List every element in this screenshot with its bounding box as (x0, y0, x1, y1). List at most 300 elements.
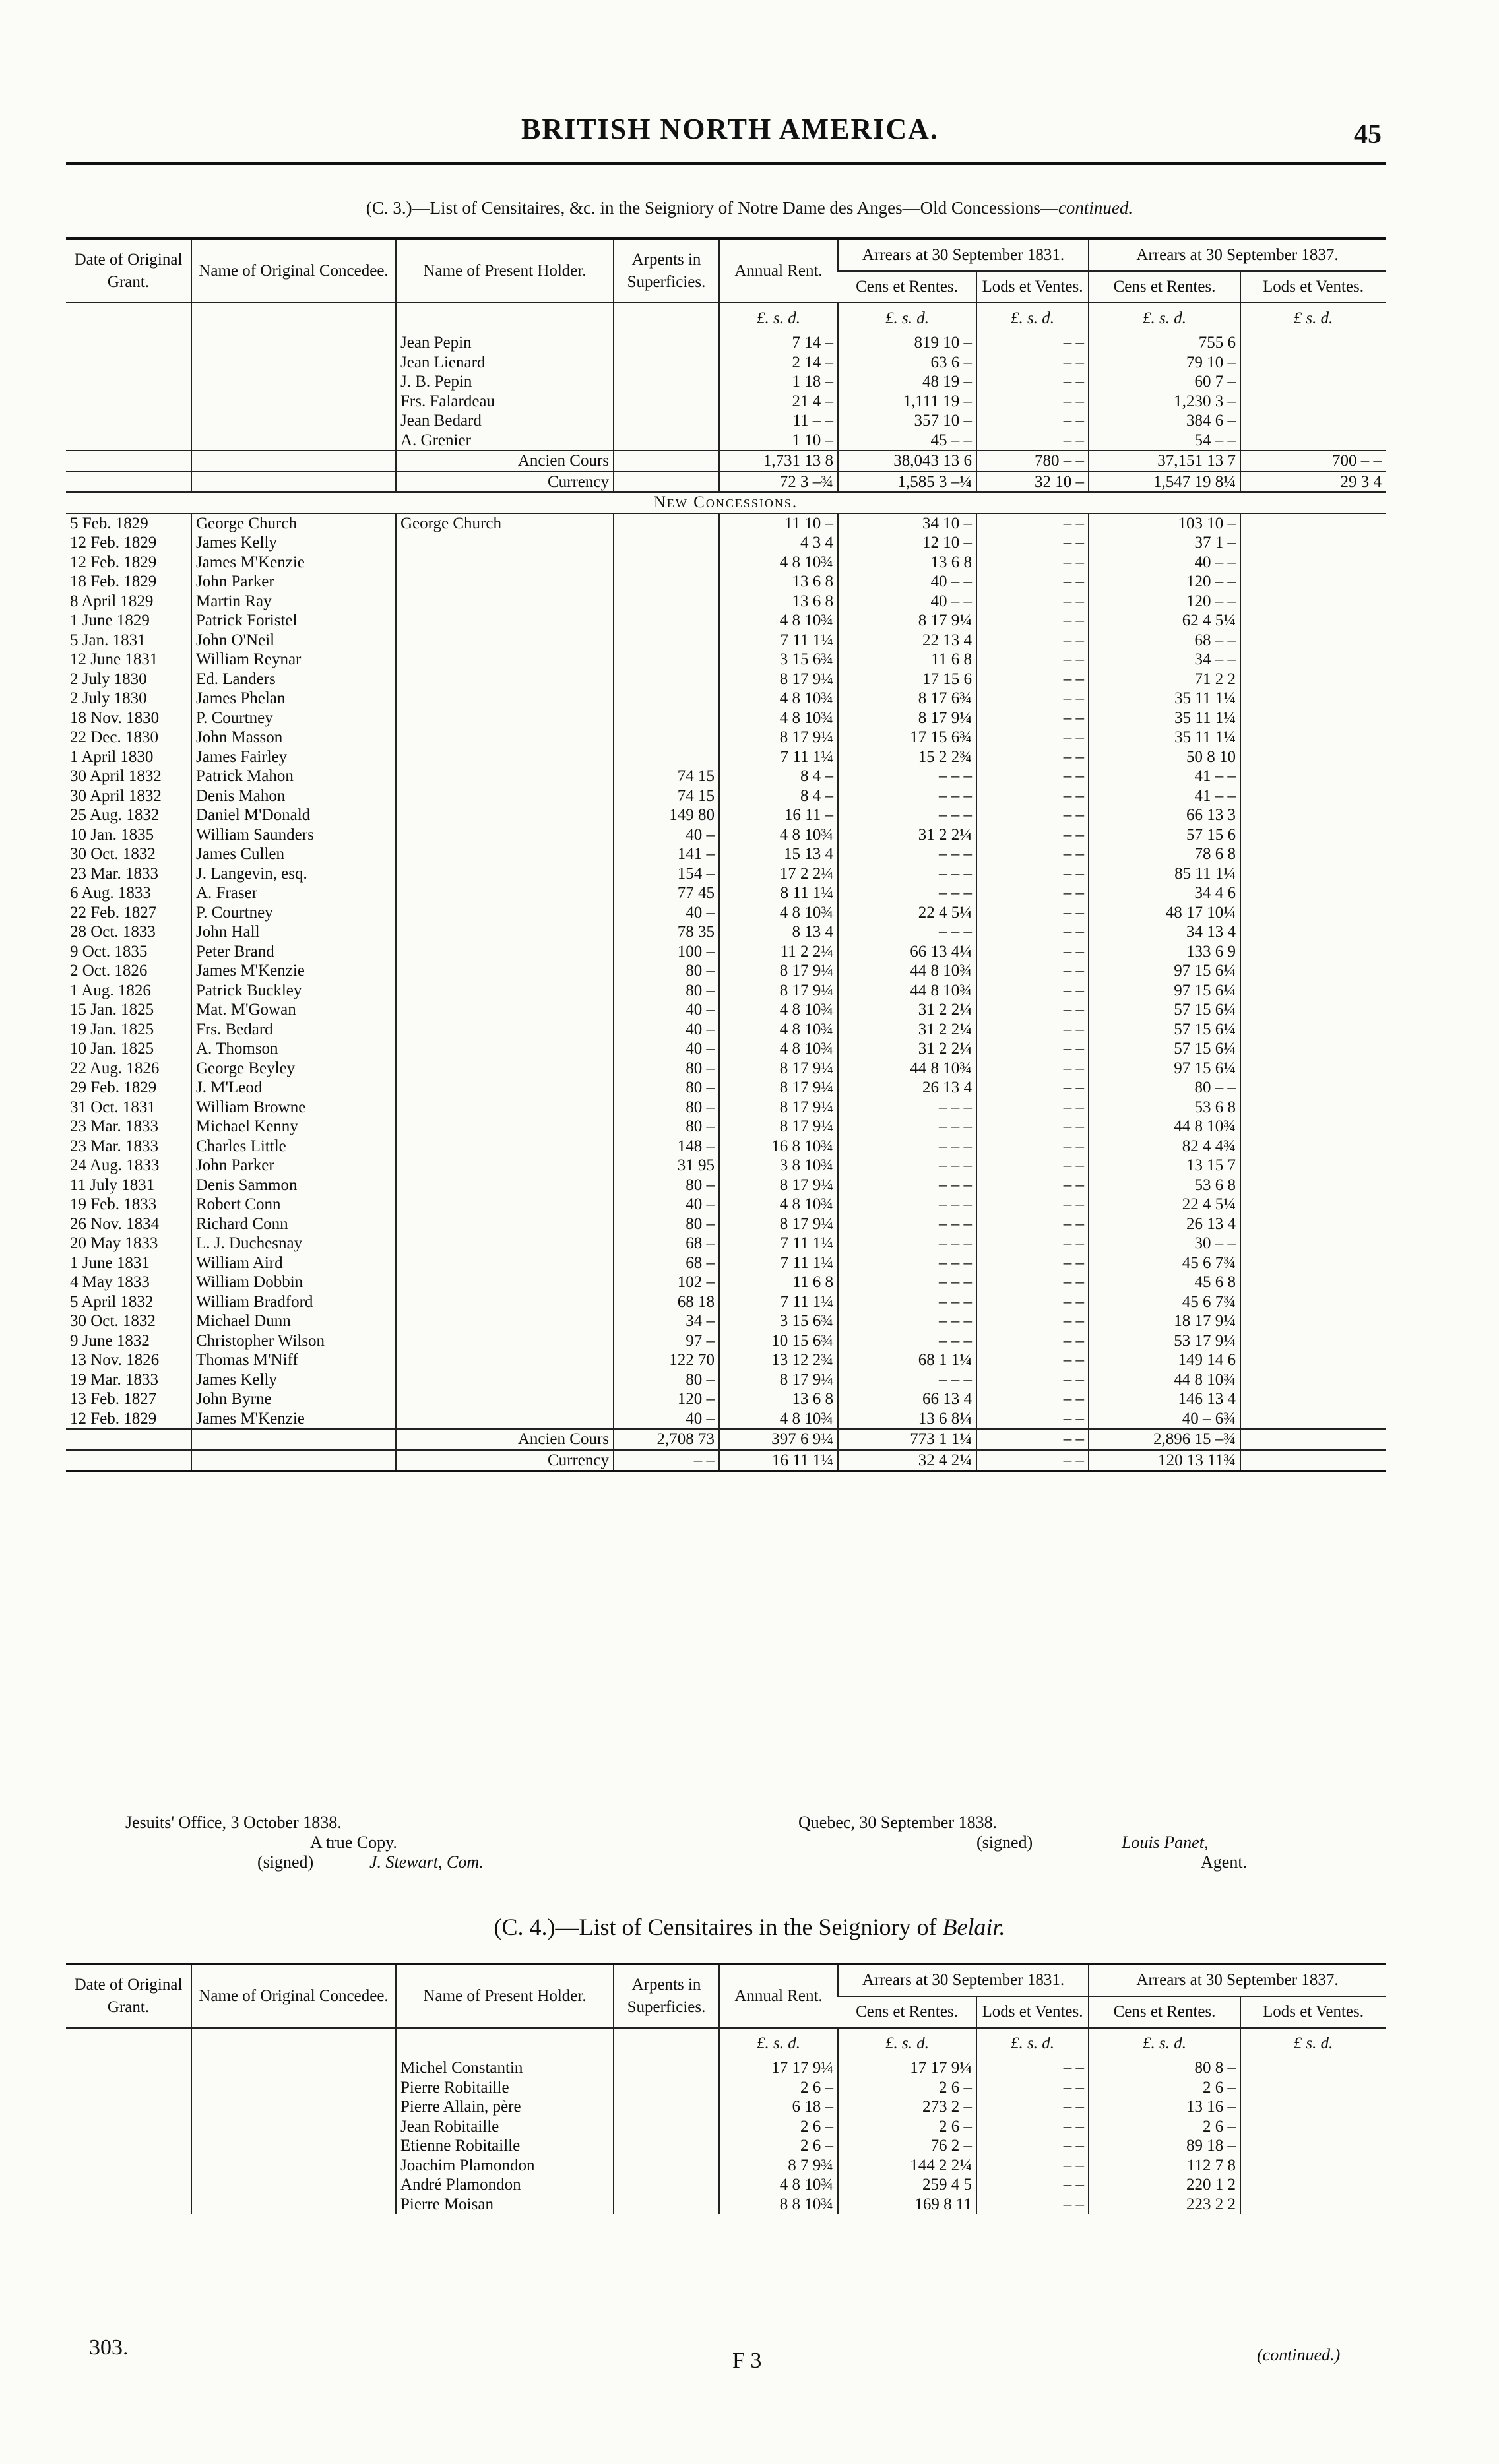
table-row (66, 1098, 1386, 1118)
unit-lods31: £. s. d. (976, 303, 1089, 334)
empty-cell (1240, 825, 1386, 845)
table-row (66, 961, 1386, 981)
table-row (66, 709, 1386, 728)
table-row (66, 981, 1386, 1001)
cell-arp: 40 – (614, 903, 719, 923)
empty-cell (66, 2136, 191, 2156)
cell-concedee: A. Thomson (191, 1039, 396, 1059)
empty-cell (1240, 553, 1386, 573)
cell-l31: – – (976, 1176, 1089, 1195)
cell-holder: Jean Pepin (396, 333, 614, 353)
table-row (66, 411, 1386, 431)
cell-arp (614, 572, 719, 592)
cell-rent: 3 8 10¾ (719, 1156, 838, 1176)
cell-concedee: William Aird (191, 1253, 396, 1273)
empty-cell (1240, 2195, 1386, 2215)
cell-c37: 53 6 8 (1089, 1176, 1240, 1195)
cell-holder: Jean Bedard (396, 411, 614, 431)
cell-l31: – – (976, 2195, 1089, 2215)
table-row (66, 2117, 1386, 2137)
empty-cell (191, 431, 396, 451)
cell-concedee: P. Courtney (191, 709, 396, 728)
cell-date: 1 Aug. 1826 (70, 981, 151, 999)
cell-c31: 12 10 – (838, 533, 976, 553)
cell-l31: – – (976, 1311, 1089, 1331)
c3-old-currency-row (66, 472, 1386, 493)
c4-head-date: Date of Original Grant. (66, 1964, 191, 2028)
cell-l31: – – (976, 353, 1089, 373)
cell-date: 5 April 1832 (70, 1292, 154, 1311)
cell-l31: – – (976, 1350, 1089, 1370)
sign-name1: J. Stewart, Com. (369, 1852, 484, 1872)
cell-holder (396, 728, 614, 747)
empty-cell (1240, 1195, 1386, 1215)
cell-concedee: James M'Kenzie (191, 553, 396, 573)
new-ancien-c37: 2,896 15 –¾ (1089, 1429, 1240, 1450)
cell-rent: 4 3 4 (719, 533, 838, 553)
cell-l31: – – (976, 767, 1089, 786)
cell-c31: 259 4 5 (838, 2175, 976, 2195)
cell-arp (614, 709, 719, 728)
table-row (66, 767, 1386, 786)
cell-c37: 45 6 7¾ (1089, 1253, 1240, 1273)
table-row (66, 2195, 1386, 2215)
table-row (66, 689, 1386, 709)
cell-concedee: George Church (191, 513, 396, 534)
cell-c31: – – – (838, 1234, 976, 1253)
cell-rent: 17 17 9¼ (719, 2058, 838, 2078)
c4-head-rent: Annual Rent. (719, 1964, 838, 2028)
empty-cell (1240, 513, 1386, 534)
cell-c37: 755 6 (1089, 333, 1240, 353)
empty-cell (1240, 747, 1386, 767)
cell-l37 (1240, 333, 1386, 353)
cell-c31: 26 13 4 (838, 1078, 976, 1098)
cell-concedee: Daniel M'Donald (191, 806, 396, 825)
cell-c31: 45 – – (838, 431, 976, 451)
cell-date: 20 May 1833 (70, 1234, 158, 1253)
cell-l31: – – (976, 372, 1089, 392)
cell-c31: – – – (838, 806, 976, 825)
cell-l31: – – (976, 1000, 1089, 1020)
cell-l31: – – (976, 513, 1089, 534)
table-row (66, 650, 1386, 670)
table-row (66, 1156, 1386, 1176)
cell-arp (614, 533, 719, 553)
cell-date: 19 Feb. 1833 (70, 1195, 157, 1214)
cell-rent: 7 11 1¼ (719, 631, 838, 650)
table-row (66, 333, 1386, 353)
table-row (66, 922, 1386, 942)
cell-date: 23 Mar. 1833 (70, 1137, 159, 1155)
cell-rent: 1 18 – (719, 372, 838, 392)
cell-concedee: George Beyley (191, 1059, 396, 1079)
cell-holder: Michel Constantin (396, 2058, 614, 2078)
cell-date: 19 Jan. 1825 (70, 1020, 154, 1038)
cell-date: 15 Jan. 1825 (70, 1001, 154, 1019)
cell-rent: 4 8 10¾ (719, 709, 838, 728)
cell-c31: 1,111 19 – (838, 392, 976, 412)
cell-arp: 77 45 (614, 883, 719, 903)
cell-rent: 16 11 – (719, 806, 838, 825)
empty-cell (1240, 1098, 1386, 1118)
cell-l31: – – (976, 806, 1089, 825)
cell-rent: 3 15 6¾ (719, 1311, 838, 1331)
new-currency-arp: – – (614, 1450, 719, 1472)
cell-c37: 57 15 6¼ (1089, 1000, 1240, 1020)
old-currency-l31: 32 10 – (976, 472, 1089, 493)
c3-old-ancien-row (66, 451, 1386, 472)
cell-l31: – – (976, 2175, 1089, 2195)
c4-head-concedee: Name of Original Concedee. (191, 1964, 396, 2028)
cell-c37: 45 6 8 (1089, 1273, 1240, 1292)
table-row (66, 631, 1386, 650)
cell-c37: 133 6 9 (1089, 942, 1240, 962)
cell-date: 30 Oct. 1832 (70, 845, 156, 864)
cell-c37: 13 15 7 (1089, 1156, 1240, 1176)
cell-arp (614, 650, 719, 670)
empty-cell (66, 2117, 191, 2137)
cell-arp: 141 – (614, 844, 719, 864)
empty-cell (1240, 1350, 1386, 1370)
c4-head-arrears1837: Arrears at 30 September 1837. (1089, 1964, 1386, 1996)
cell-c31: 40 – – (838, 572, 976, 592)
cell-arp: 40 – (614, 1039, 719, 1059)
cell-c31: – – – (838, 1311, 976, 1331)
cell-rent: 4 8 10¾ (719, 1409, 838, 1430)
old-ancien-label: Ancien Cours (396, 451, 614, 472)
cell-arp (614, 670, 719, 689)
cell-c37: 149 14 6 (1089, 1350, 1240, 1370)
cell-c31: 13 6 8¼ (838, 1409, 976, 1430)
cell-c31: 2 6 – (838, 2078, 976, 2098)
table-row (66, 1389, 1386, 1409)
cell-arp: 122 70 (614, 1350, 719, 1370)
empty-cell (614, 2058, 719, 2078)
cell-concedee: James M'Kenzie (191, 1409, 396, 1430)
cell-holder (396, 611, 614, 631)
empty-cell (66, 2156, 191, 2176)
cell-date: 18 Nov. 1830 (70, 709, 160, 727)
cell-l31: – – (976, 1078, 1089, 1098)
empty-cell (1240, 2078, 1386, 2098)
c4-unit-lods37: £ s. d. (1240, 2028, 1386, 2059)
cell-c31: 44 8 10¾ (838, 961, 976, 981)
table-row (66, 883, 1386, 903)
c3-head-lods37: Lods et Ventes. (1240, 271, 1386, 303)
cell-concedee: John O'Neil (191, 631, 396, 650)
cell-c37: 384 6 – (1089, 411, 1240, 431)
empty-cell (1240, 2097, 1386, 2117)
unit-lods37: £ s. d. (1240, 303, 1386, 334)
cell-holder (396, 1331, 614, 1351)
cell-c37: 1,230 3 – (1089, 392, 1240, 412)
empty-cell (66, 333, 191, 353)
cell-c31: – – – (838, 1215, 976, 1234)
empty-cell (614, 2136, 719, 2156)
cell-holder (396, 1215, 614, 1234)
cell-c31: 17 17 9¼ (838, 2058, 976, 2078)
cell-c37: 54 – – (1089, 431, 1240, 451)
cell-holder (396, 1273, 614, 1292)
cell-date: 30 April 1832 (70, 786, 162, 805)
new-currency-c37: 120 13 11¾ (1089, 1450, 1240, 1472)
empty-cell (1240, 922, 1386, 942)
cell-c31: 169 8 11 (838, 2195, 976, 2215)
cell-holder (396, 1311, 614, 1331)
cell-holder (396, 1389, 614, 1409)
cell-rent: 4 8 10¾ (719, 1020, 838, 1040)
empty-cell (1240, 611, 1386, 631)
cell-l31: – – (976, 942, 1089, 962)
cell-l31: – – (976, 1156, 1089, 1176)
cell-c37: 13 16 – (1089, 2097, 1240, 2117)
cell-c31: – – – (838, 1156, 976, 1176)
empty-cell (1240, 709, 1386, 728)
cell-rent: 4 8 10¾ (719, 689, 838, 709)
cell-rent: 7 11 1¼ (719, 747, 838, 767)
cell-rent: 7 11 1¼ (719, 1292, 838, 1312)
cell-date: 30 Oct. 1832 (70, 1312, 156, 1331)
new-ancien-arp: 2,708 73 (614, 1429, 719, 1450)
table-row (66, 553, 1386, 573)
empty-cell (1240, 961, 1386, 981)
cell-holder (396, 903, 614, 923)
empty-cell (1240, 806, 1386, 825)
cell-c37: 78 6 8 (1089, 844, 1240, 864)
cell-concedee: James Phelan (191, 689, 396, 709)
cell-c31: 11 6 8 (838, 650, 976, 670)
c4-head-cens37: Cens et Rentes. (1089, 1996, 1240, 2028)
cell-rent: 4 8 10¾ (719, 553, 838, 573)
empty-cell (1240, 1409, 1386, 1430)
cell-concedee: William Dobbin (191, 1273, 396, 1292)
cell-holder (396, 786, 614, 806)
cell-l31: – – (976, 689, 1089, 709)
cell-holder (396, 1350, 614, 1370)
cell-holder (396, 1000, 614, 1020)
cell-holder: Pierre Moisan (396, 2195, 614, 2215)
cell-arp: 154 – (614, 864, 719, 884)
empty-cell (66, 2097, 191, 2117)
cell-arp: 149 80 (614, 806, 719, 825)
cell-date: 28 Oct. 1833 (70, 923, 156, 941)
cell-holder (396, 806, 614, 825)
cell-holder (396, 572, 614, 592)
cell-date: 4 May 1833 (70, 1273, 150, 1292)
cell-l31: – – (976, 572, 1089, 592)
cell-l37 (1240, 431, 1386, 451)
cell-arp: 102 – (614, 1273, 719, 1292)
cell-holder (396, 1098, 614, 1118)
cell-c31: 17 15 6¾ (838, 728, 976, 747)
empty-cell (614, 333, 719, 353)
cell-arp: 74 15 (614, 767, 719, 786)
cell-c37: 120 – – (1089, 592, 1240, 612)
table-row (66, 1137, 1386, 1156)
cell-c37: 2 6 – (1089, 2117, 1240, 2137)
table-row (66, 903, 1386, 923)
cell-rent: 4 8 10¾ (719, 1000, 838, 1020)
empty-cell (1240, 689, 1386, 709)
c3-new-ancien-row (66, 1429, 1386, 1450)
cell-holder: Jean Robitaille (396, 2117, 614, 2137)
table-row (66, 1253, 1386, 1273)
cell-l31: – – (976, 786, 1089, 806)
unit-cens31: £. s. d. (838, 303, 976, 334)
cell-concedee: Denis Sammon (191, 1176, 396, 1195)
cell-date: 8 April 1829 (70, 592, 154, 610)
cell-l31: – – (976, 533, 1089, 553)
cell-holder: Pierre Allain, père (396, 2097, 614, 2117)
empty-cell (1240, 1389, 1386, 1409)
cell-c31: – – – (838, 1176, 976, 1195)
empty-cell (1240, 1311, 1386, 1331)
cell-date: 22 Aug. 1826 (70, 1059, 160, 1077)
cell-arp: 80 – (614, 981, 719, 1001)
cell-holder (396, 1020, 614, 1040)
table-row (66, 1039, 1386, 1059)
cell-holder (396, 533, 614, 553)
empty-cell (614, 2117, 719, 2137)
table-row (66, 786, 1386, 806)
empty-cell (1240, 883, 1386, 903)
cell-arp (614, 611, 719, 631)
cell-c31: 31 2 2¼ (838, 825, 976, 845)
cell-l31: – – (976, 1039, 1089, 1059)
cell-c37: 112 7 8 (1089, 2156, 1240, 2176)
cell-holder: A. Grenier (396, 431, 614, 451)
cell-arp: 74 15 (614, 786, 719, 806)
cell-rent: 13 6 8 (719, 572, 838, 592)
cell-c37: 41 – – (1089, 767, 1240, 786)
cell-arp (614, 592, 719, 612)
c3-table (66, 237, 1386, 1472)
cell-arp: 40 – (614, 1020, 719, 1040)
cell-date: 2 Oct. 1826 (70, 962, 148, 980)
cell-concedee: James Cullen (191, 844, 396, 864)
cell-c37: 44 8 10¾ (1089, 1117, 1240, 1137)
cell-l31: – – (976, 2156, 1089, 2176)
cell-l31: – – (976, 1195, 1089, 1215)
cell-holder: André Plamondon (396, 2175, 614, 2195)
cell-holder: Joachim Plamondon (396, 2156, 614, 2176)
c4-unit-cens31: £. s. d. (838, 2028, 976, 2059)
cell-holder (396, 670, 614, 689)
cell-c37: 80 – – (1089, 1078, 1240, 1098)
cell-c31: 357 10 – (838, 411, 976, 431)
empty-cell (614, 411, 719, 431)
cell-concedee: John Parker (191, 1156, 396, 1176)
cell-date: 13 Nov. 1826 (70, 1351, 160, 1370)
c4-unit-cens37: £. s. d. (1089, 2028, 1240, 2059)
cell-concedee: Frs. Bedard (191, 1020, 396, 1040)
cell-arp: 80 – (614, 1117, 719, 1137)
cell-date: 22 Dec. 1830 (70, 728, 158, 747)
table-row (66, 747, 1386, 767)
sign-office: Jesuits' Office, 3 October 1838. (125, 1813, 342, 1832)
cell-concedee: John Masson (191, 728, 396, 747)
cell-l37 (1240, 372, 1386, 392)
table-row (66, 392, 1386, 412)
cell-date: 12 Feb. 1829 (70, 534, 157, 552)
cell-concedee: Patrick Mahon (191, 767, 396, 786)
cell-c31: 8 17 9¼ (838, 611, 976, 631)
cell-date: 24 Aug. 1833 (70, 1156, 160, 1175)
cell-l31: – – (976, 2136, 1089, 2156)
cell-date: 12 Feb. 1829 (70, 553, 157, 571)
cell-rent: 6 18 – (719, 2097, 838, 2117)
cell-concedee: Martin Ray (191, 592, 396, 612)
cell-date: 10 Jan. 1835 (70, 825, 154, 844)
cell-rent: 11 2 2¼ (719, 942, 838, 962)
empty-cell (1240, 1273, 1386, 1292)
cell-c31: 48 19 – (838, 372, 976, 392)
cell-arp: 80 – (614, 1098, 719, 1118)
cell-l31: – – (976, 553, 1089, 573)
table-row (66, 1331, 1386, 1351)
cell-rent: 7 11 1¼ (719, 1253, 838, 1273)
cell-l31: – – (976, 431, 1089, 451)
page-number: 45 (1354, 119, 1382, 150)
cell-rent: 7 14 – (719, 333, 838, 353)
empty-cell (191, 372, 396, 392)
cell-c37: 80 8 – (1089, 2058, 1240, 2078)
cell-date: 25 Aug. 1832 (70, 806, 160, 825)
empty-cell (1240, 903, 1386, 923)
cell-rent: 8 4 – (719, 786, 838, 806)
cell-l31: – – (976, 844, 1089, 864)
cell-concedee: Ed. Landers (191, 670, 396, 689)
cell-c31: 63 6 – (838, 353, 976, 373)
old-currency-label: Currency (396, 472, 614, 493)
cell-l31: – – (976, 333, 1089, 353)
cell-date: 23 Mar. 1833 (70, 1118, 159, 1136)
new-currency-label: Currency (396, 1450, 614, 1472)
cell-c31: – – – (838, 1117, 976, 1137)
old-currency-l37: 29 3 4 (1240, 472, 1386, 493)
cell-c31: 34 10 – (838, 513, 976, 534)
empty-cell (1240, 1370, 1386, 1390)
cell-arp: 80 – (614, 1176, 719, 1195)
cell-arp: 31 95 (614, 1156, 719, 1176)
cell-c31: 44 8 10¾ (838, 1059, 976, 1079)
cell-rent: 3 15 6¾ (719, 650, 838, 670)
table-row (66, 1273, 1386, 1292)
cell-c31: 2 6 – (838, 2117, 976, 2137)
cell-l31: – – (976, 2058, 1089, 2078)
empty-cell (1240, 1020, 1386, 1040)
cell-date: 12 Feb. 1829 (70, 1409, 157, 1428)
cell-date: 6 Aug. 1833 (70, 884, 151, 902)
cell-concedee: John Hall (191, 922, 396, 942)
cell-rent: 1 10 – (719, 431, 838, 451)
cell-c31: – – – (838, 1195, 976, 1215)
cell-rent: 16 8 10¾ (719, 1137, 838, 1156)
new-ancien-l31: – – (976, 1429, 1089, 1450)
cell-rent: 8 13 4 (719, 922, 838, 942)
cell-c37: 35 11 1¼ (1089, 689, 1240, 709)
cell-l31: – – (976, 1253, 1089, 1273)
cell-rent: 2 6 – (719, 2117, 838, 2137)
cell-c37: 35 11 1¼ (1089, 709, 1240, 728)
cell-arp (614, 553, 719, 573)
cell-arp: 80 – (614, 1078, 719, 1098)
cell-concedee: Richard Conn (191, 1215, 396, 1234)
cell-rent: 8 17 9¼ (719, 1215, 838, 1234)
cell-l31: – – (976, 1292, 1089, 1312)
cell-date: 19 Mar. 1833 (70, 1370, 159, 1389)
